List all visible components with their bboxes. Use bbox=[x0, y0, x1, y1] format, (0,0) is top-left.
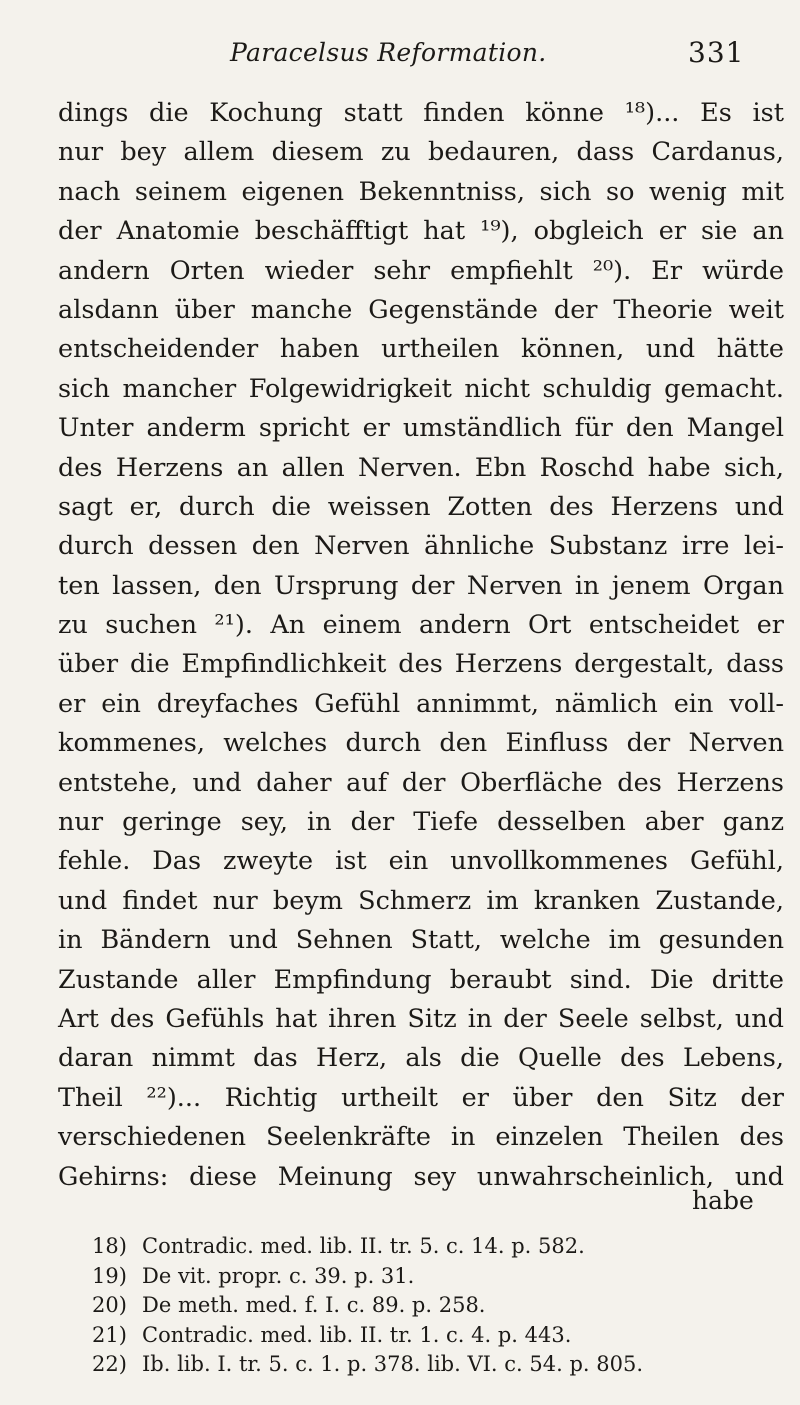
footnote-number: 19) bbox=[92, 1263, 127, 1288]
footnote-text: Contradic. med. lib. II. tr. 1. c. 4. p. 443. bbox=[142, 1322, 572, 1347]
catchword: habe bbox=[692, 1186, 754, 1215]
footnote-number: 22) bbox=[92, 1352, 127, 1377]
text-line: Unter anderm spricht er umständlich für den Mangel bbox=[58, 413, 784, 444]
running-head: Paracelsus Reformation. bbox=[230, 38, 547, 67]
footnote-number: 20) bbox=[92, 1293, 127, 1318]
footnote bbox=[92, 1232, 732, 1262]
text-line: der Anatomie beschäfftigt hat ¹⁹), obgleich er sie an bbox=[58, 216, 784, 247]
text-line: nur geringe sey, in der Tiefe desselben aber ganz bbox=[58, 807, 784, 838]
footnote-number: 21) bbox=[92, 1322, 127, 1347]
text-line: sich mancher Folgewidrigkeit nicht schuldig gemacht. bbox=[58, 373, 784, 404]
text-line: Art des Gefühls hat ihren Sitz in der Seele selbst, und bbox=[58, 1003, 784, 1034]
text-line: er ein dreyfaches Gefühl annimmt, nämlich ein voll- bbox=[58, 688, 784, 719]
text-line: fehle. Das zweyte ist ein unvollkommenes Gefühl, bbox=[58, 846, 784, 877]
page-number: 331 bbox=[688, 36, 745, 69]
footnote bbox=[92, 1350, 732, 1380]
text-line: entscheidender haben urtheilen können, und hätte bbox=[58, 334, 784, 365]
text-line: andern Orten wieder sehr empfiehlt ²⁰). Er würde bbox=[58, 255, 784, 286]
text-line: zu suchen ²¹). An einem andern Ort entscheidet er bbox=[58, 610, 784, 641]
footnote-text: Ib. lib. I. tr. 5. c. 1. p. 378. lib. VI. c. 54. p. 805. bbox=[142, 1352, 644, 1377]
page-header bbox=[0, 38, 800, 78]
text-line: und findet nur beym Schmerz im kranken Zustande, bbox=[58, 885, 784, 916]
footnote bbox=[92, 1321, 732, 1351]
text-line: nur bey allem diesem zu bedauren, dass Cardanus, bbox=[58, 137, 784, 168]
footnote bbox=[92, 1262, 732, 1292]
text-line: nach seinem eigenen Bekenntniss, sich so wenig mit bbox=[58, 176, 784, 207]
text-line: verschiedenen Seelenkräfte in einzelen Theilen des bbox=[58, 1122, 784, 1153]
text-line: in Bändern und Sehnen Statt, welche im gesunden bbox=[58, 925, 784, 956]
text-line: Theil ²²)... Richtig urtheilt er über den Sitz der bbox=[58, 1082, 784, 1113]
text-line: sagt er, durch die weissen Zotten des Herzens und bbox=[58, 491, 784, 522]
body-text bbox=[58, 94, 784, 1197]
text-line: alsdann über manche Gegenstände der Theorie weit bbox=[58, 294, 784, 325]
text-line: kommenes, welches durch den Einfluss der Nerven bbox=[58, 728, 784, 759]
text-line: ten lassen, den Ursprung der Nerven in jenem Organ bbox=[58, 570, 784, 601]
footnote-text: Contradic. med. lib. II. tr. 5. c. 14. p. 582. bbox=[142, 1234, 585, 1258]
text-line: entstehe, und daher auf der Oberfläche des Herzens bbox=[58, 767, 784, 798]
text-line: dings die Kochung statt finden könne ¹⁸)... Es ist bbox=[58, 98, 784, 128]
text-line: des Herzens an allen Nerven. Ebn Roschd habe sich, bbox=[58, 452, 784, 483]
text-line: Zustande aller Empfindung beraubt sind. Die dritte bbox=[58, 964, 784, 995]
text-line: über die Empfindlichkeit des Herzens dergestalt, dass bbox=[58, 649, 784, 680]
text-line: Gehirns: diese Meinung sey unwahrscheinlich, und bbox=[58, 1161, 784, 1192]
footnotes bbox=[92, 1232, 732, 1380]
footnote bbox=[92, 1291, 732, 1321]
footnote-text: De vit. propr. c. 39. p. 31. bbox=[142, 1263, 415, 1288]
footnote-text: De meth. med. f. I. c. 89. p. 258. bbox=[142, 1293, 486, 1318]
footnote-number: 18) bbox=[92, 1234, 127, 1258]
text-line: durch dessen den Nerven ähnliche Substanz irre lei- bbox=[58, 531, 784, 562]
text-line: daran nimmt das Herz, als die Quelle des Lebens, bbox=[58, 1043, 784, 1074]
